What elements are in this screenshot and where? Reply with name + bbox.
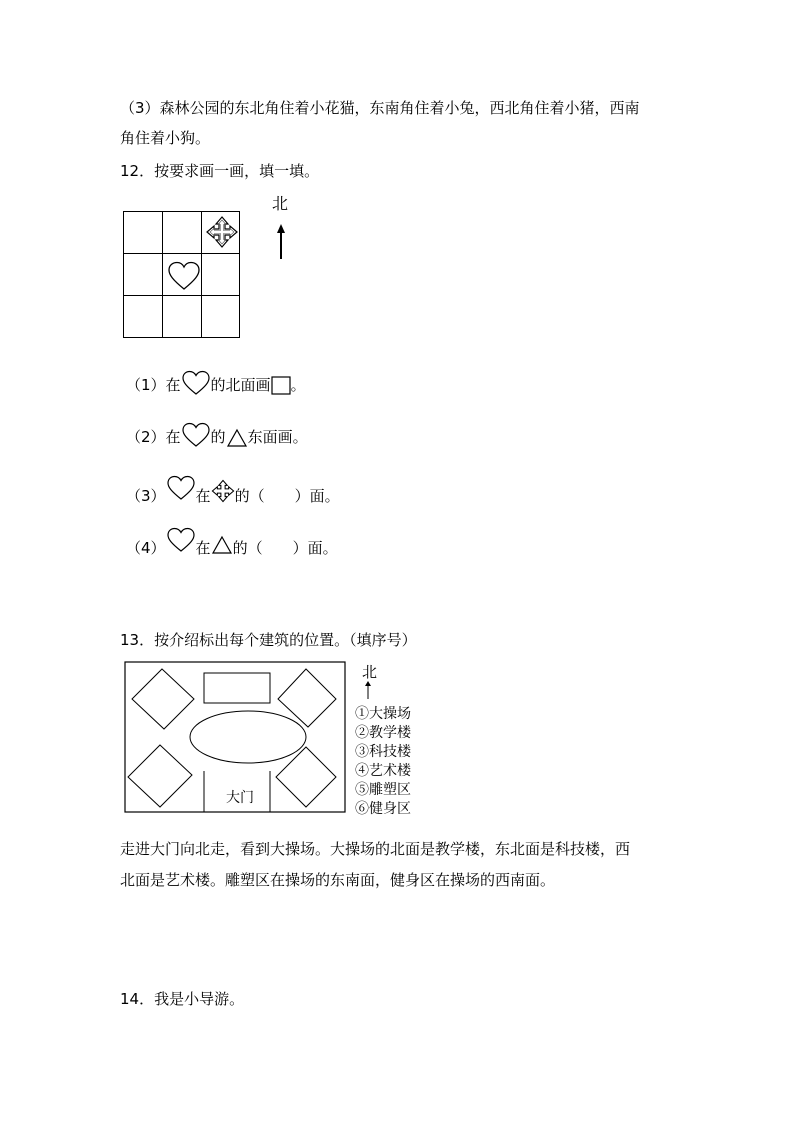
q11-part3-line1: （3）森林公园的东北角住着小花猫，东南角住着小兔，西北角住着小猪，西南	[120, 99, 640, 117]
legend-item: ⑥健身区	[355, 801, 411, 817]
q14-title: 14．我是小导游。	[120, 990, 245, 1008]
north-label: 北	[272, 194, 289, 213]
four-arrows-icon	[211, 479, 235, 503]
item-prefix: （1）在	[126, 376, 181, 394]
building-northwest	[132, 669, 194, 729]
item-mid: 在	[195, 487, 211, 505]
north-label: 北	[362, 663, 378, 681]
grid-cell	[123, 253, 163, 296]
building-southeast	[276, 747, 336, 807]
building-southwest	[128, 745, 192, 807]
item-mid: 的北面画	[210, 376, 271, 394]
q13-desc-line2: 北面是艺术楼。雕塑区在操场的东南面，健身区在操场的西南面。	[120, 871, 556, 889]
legend-item: ①大操场	[355, 706, 411, 722]
q12-item-2	[126, 422, 308, 448]
item-mid: 在	[195, 539, 211, 557]
q13-desc-line1: 走进大门向北走，看到大操场。大操场的北面是教学楼，东北面是科技楼，西	[120, 840, 631, 858]
triangle-icon	[211, 535, 233, 555]
item-prefix: （4）	[126, 539, 166, 557]
heart-icon	[181, 370, 211, 396]
grid-cell	[162, 295, 202, 338]
grid-cell	[201, 253, 240, 296]
central-ellipse	[190, 711, 306, 763]
heart-icon	[166, 527, 196, 553]
item-suffix: 东面画。	[247, 428, 308, 446]
grid-cell	[201, 295, 240, 338]
square-icon	[271, 376, 291, 396]
q12-item-3	[126, 475, 340, 507]
q12-item-1	[126, 370, 306, 396]
heart-icon	[167, 261, 201, 291]
legend-item: ④艺术楼	[355, 763, 411, 779]
item-mid: 的	[210, 428, 226, 446]
north-arrow-icon	[275, 224, 287, 260]
four-arrows-icon	[205, 215, 239, 249]
gate-label: 大门	[226, 790, 254, 806]
item-suffix: 。	[290, 376, 306, 394]
q12-item-4	[126, 527, 338, 559]
legend-item: ⑤雕塑区	[355, 782, 411, 798]
item-suffix: 的（ ）面。	[234, 487, 340, 505]
legend-item: ③科技楼	[355, 744, 411, 760]
q12-grid	[123, 211, 240, 338]
heart-icon	[181, 422, 211, 448]
legend-item: ②教学楼	[355, 725, 411, 741]
triangle-icon	[226, 428, 248, 448]
grid-cell	[123, 295, 163, 338]
item-prefix: （3）	[126, 487, 166, 505]
item-suffix: 的（ ）面。	[232, 539, 338, 557]
item-prefix: （2）在	[126, 428, 181, 446]
north-arrow-icon	[362, 681, 374, 699]
heart-icon	[166, 475, 196, 501]
grid-cell	[162, 211, 202, 254]
q12-title: 12．按要求画一画，填一填。	[120, 162, 320, 180]
building-northeast	[278, 669, 336, 727]
q11-part3-line2: 角住着小狗。	[120, 129, 211, 147]
q13-title: 13．按介绍标出每个建筑的位置。（填序号）	[120, 631, 417, 649]
grid-cell	[123, 211, 163, 254]
building-north	[204, 673, 270, 703]
